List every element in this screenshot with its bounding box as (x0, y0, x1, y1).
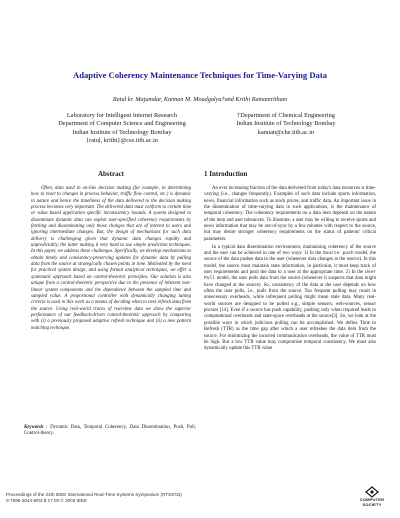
affiliation-line: Laboratory for Intelligent Internet Research (66, 112, 178, 119)
abstract-body (31, 186, 191, 332)
author-email: kannan@che.iitb.ac.in (257, 128, 315, 136)
affiliation-left (44, 112, 200, 145)
intro-text-segment: In a typical data dissemination environment, maintaining coherency of the source and the user can be achieved in one of two ways: 1) In the (204, 244, 376, 257)
logo-text-society: SOCIETY (362, 501, 382, 507)
affiliation-line: Indian Institute of Technology Bombay (72, 128, 172, 136)
paper-title: Adaptive Coherency Maintenance Techniques for Time-Varying Data (72, 70, 327, 80)
footer-proceedings-line: Proceedings of the 24th IEEE International Real-Time Systems Symposium (RTSS'03) (6, 492, 182, 497)
intro-text-segment: model, the source of the data pushes data to the user (whenever data changes at the source). In this model, the source must maintain state information, in particular, it must keep track of user requirements and push the data to a user at the appropriate time. 2) In the (204, 251, 376, 276)
ieee-computer-society-logo-icon (350, 486, 394, 514)
keywords-label: Keywords (24, 425, 44, 430)
user-pull-term: User Pull (204, 270, 376, 282)
affiliation-right (206, 112, 366, 137)
intro-paragraph-1: An ever increasing fraction of the data delivered from today's data resources is time-varying (i.e., changes frequently). Examples of such data include sports information, news, financial information such as stock prices, and traffic data. An important issue in the dissemination of time-varying data in such applications, is the maintenance of temporal coherency. The coherency requirements on a data item depends on the nature of the item and user tolerances. To illustrate, a user may be willing to receive sports and news information that may be out-of-sync by a few minutes with respect to the source, but may desire stronger coherency requirements on the status of patients' critical parameters. (204, 186, 376, 242)
intro-paragraph-2 (204, 245, 376, 353)
proceedings-footer (6, 492, 306, 504)
abstract-text: Often, data used in on-line decision making (for example, in determining how to react to changes in process behavior, traffic flow control, etc.) is dynamic in nature and hence the timeliness of the data delivered to the decision making process becomes very important. The delivered data must conform to certain time or value based application specific inconsistency bounds. A system designed to disseminate dynamic data can exploit user-specified coherency requirements by fetching and disseminating only those changes that are of interest to users and ignoring intermediate changes. But, the design of mechanisms for such data delivery is challenging given that dynamic data changes rapidly and unpredictably, the latter making it very hard to use simple prediction techniques. In this paper, we address these challenges. Specifically, we develop mechanisms to obtain timely and consistency-preserving updates for dynamic data by pulling data from the source at strategically chosen points in time. Motivated by the need for practical system design, and using formal analytical techniques, we offer a systematic approach based on control-theoretic principles. Our solution is also unique from a control-theoretic perspective due to the presence of inherent non-linear system components and the dependence between the sampled time and sampled value. A proportional controller with dynamically changing tuning criteria is used in this work as a means of deciding when to next refresh data from the source. Using real-world traces of real-time data we show the superior performance of our feedback-driven control-theoretic approach by comparing with (i) a previously proposed adaptive refresh technique and (ii) a new pattern matching technique. (31, 186, 191, 331)
keywords-text: : Dynamic Data, Temporal Coherency, Data Dissemination, Push, Pull, Control-theory. (24, 425, 196, 437)
author-list: Ratul kr. Majumdar, Kannan M. Moudgalya†and Krithi Ramamritham (112, 96, 288, 103)
introduction-body (204, 186, 376, 354)
source-push-term: Source push (322, 251, 354, 257)
intro-text-segment: model, the user pulls data from the source (whenever it suspects that data might have changed at the source). So, consistency of the data at the user depends on how often the user polls, i.e., pulls from the source. Too frequent polling may result in unnecessary overheads, while infrequent polling might mean stale data. Many real-world sources are designed to be polled e.g., simple sensors, web-sources, sensor proxies [14]. Even if a source has push capability, pushing only when required leads to computational overheads and state-space overheads at the source[3]. So, we look at the possible ways in which judicious polling can be accomplished. We define Time to Refresh (TTR) as the time gap after which a user refreshes the data item from the source. For minimizing the incurred communication overheads, the value of TTR must be high. But a low TTR value may compromise temporal consistency. We must also dynamically update this TTR value (204, 276, 376, 352)
introduction-heading: 1 Introduction (204, 170, 248, 178)
author-email: {ratul, krithi}@cse.iitb.ac.in (86, 136, 158, 144)
footer-isbn-line: 0-7695-2044-8/03 $ 17.00 © 2003 IEEE (6, 498, 88, 503)
affiliation-line: †Department of Chemical Engineering (237, 112, 335, 119)
affiliation-line: Indian Institute of Technology Bombay (236, 120, 336, 128)
logo-text-computer: COMPUTER (359, 497, 385, 502)
keywords-section (24, 425, 196, 438)
affiliation-line: Department of Computer Science and Engineering (58, 120, 186, 128)
abstract-heading: Abstract (97, 170, 125, 178)
